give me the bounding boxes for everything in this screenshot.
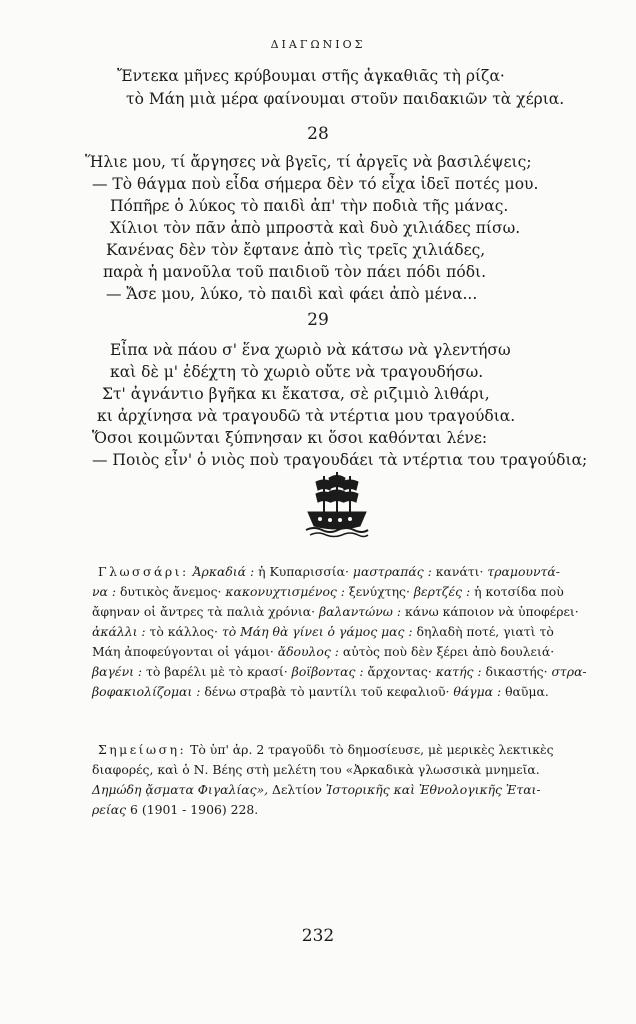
glossary-line (98, 562, 618, 581)
text-run: στρα- (551, 664, 587, 679)
poem-line: κι ἀρχίνησα νὰ τραγουδῶ τὰ ντέρτια μου τραγούδια. (97, 407, 516, 425)
text-run: ἄδουλος : (277, 644, 339, 659)
glossary-line (92, 662, 612, 681)
ship-ornament-icon (304, 468, 370, 538)
poem-line: Ὅσοι κοιμῶνται ξύπνησαν κι ὅσοι καθόνται λένε: (92, 429, 488, 447)
text-run: αὐτὸς ποὺ δὲν ξέρει ἀπὸ δουλειά· (338, 644, 555, 659)
text-run: 6 (1901 - 1906) 228. (126, 802, 259, 817)
glossary-line (92, 642, 612, 661)
section-label: Γλωσσάρι: (98, 564, 189, 579)
text-run: ἀκάλλι : (92, 624, 146, 639)
poem-line: καὶ δὲ μ' ἐδέχτη τὸ χωριὸ οὔτε νὰ τραγουδήσω. (110, 363, 484, 381)
text-run: Ἀρκαδιά : (192, 564, 255, 579)
text-run: βαλαντώνω : (319, 604, 402, 619)
text-run: τὸ Μάη θὰ γίνει ὁ γάμος μας : (221, 624, 413, 639)
glossary-line (92, 602, 612, 621)
running-header: ΔΙΑΓΩΝΙΟΣ (270, 38, 366, 51)
poem-line: Κανένας δὲν τὸν ἔφτανε ἀπὸ τὶς τρεῖς χιλιάδες, (106, 241, 486, 259)
note-line (98, 740, 618, 759)
text-run: ἄφηναν οἱ ἄντρες τὰ παλιὰ χρόνια· (92, 604, 320, 619)
note-line (92, 760, 612, 779)
text-run: θάγμα : (453, 684, 502, 699)
poem-line: παρὰ ἡ μανοῦλα τοῦ παιδιοῦ τὸν πάει πόδι πόδι. (103, 263, 487, 281)
text-run: βοϊβοντας : (291, 664, 364, 679)
poem-number: 29 (307, 310, 329, 330)
text-run: Δελτίον (268, 782, 326, 797)
text-run: βαγένι : (92, 664, 143, 679)
text-run: ξενύχτης· (344, 584, 414, 599)
text-run: δένω στραβὰ τὸ μαντίλι τοῦ κεφαλιοῦ· (200, 684, 454, 699)
text-run: τὸ βαρέλι μὲ τὸ κρασί· (142, 664, 292, 679)
intro-line: τὸ Μάη μιὰ μέρα φαίνουμαι στοῦν παιδακιῶν τὰ χέρια. (126, 90, 565, 108)
note-line (92, 780, 612, 799)
text-run: Τὸ ὑπ' ἀρ. 2 τραγοῦδι τὸ δημοσίευσε, μὲ μερικὲς λεκτικὲς (186, 742, 554, 757)
text-run: ἡ Κυπαρισσία· (254, 564, 353, 579)
text-run: κανάτι· (431, 564, 488, 579)
note-line (92, 800, 612, 819)
poem-number: 28 (307, 124, 329, 144)
glossary-line (92, 582, 612, 601)
text-run: ἡ κοτσίδα ποὺ (470, 584, 564, 599)
text-run: τραμουντά- (487, 564, 560, 579)
text-run: δηλαδὴ ποτέ, γιατὶ τὸ (412, 624, 554, 639)
section-label: Σημείωση: (98, 742, 187, 757)
glossary-line (92, 682, 612, 701)
poem-line: — Ἄσε μου, λύκο, τὸ παιδὶ καὶ φάει ἀπὸ μένα... (106, 285, 478, 303)
text-run: θαῦμα. (501, 684, 549, 699)
poem-line: — Τὸ θάγμα ποὺ εἶδα σήμερα δὲν τό εἶχα ἰδεῖ ποτές μου. (92, 175, 539, 193)
page-number: 232 (301, 926, 335, 946)
text-run: Ἱστορικῆς καὶ Ἐθνολογικῆς Ἑται- (325, 782, 541, 797)
text-run: ἄρχοντας· (363, 664, 436, 679)
poem-line: Στ' ἀγνάντιο βγῆκα κι ἔκατσα, σὲ ριζιμιὸ λιθάρι, (102, 385, 490, 403)
poem-line: Εἶπα νὰ πάου σ' ἕνα χωριὸ νὰ κάτσω νὰ γλεντήσω (110, 341, 511, 359)
text-run: δυτικὸς ἄνεμος· (116, 584, 226, 599)
text-run: ρείας (92, 802, 127, 817)
text-run: δικαστής· (481, 664, 552, 679)
text-run: κάνω κάποιον νὰ ὑποφέρει· (401, 604, 579, 619)
poem-line: Πόπῆρε ὁ λύκος τὸ παιδὶ ἀπ' τὴν ποδιὰ τῆς μάνας. (110, 197, 509, 215)
text-run: κατής : (435, 664, 482, 679)
poem-line: Ἥλιε μου, τί ἄργησες νὰ βγεῖς, τί ἀργεῖς νὰ βασιλέψεις; (85, 153, 532, 171)
text-run: τὸ κάλλος· (145, 624, 222, 639)
glossary-line (92, 622, 612, 641)
text-run: Μάη ἀποφεύγονται οἱ γάμοι· (92, 644, 278, 659)
poem-line: Χίλιοι τὸν πᾶν ἀπὸ μπροστὰ καὶ δυὸ χιλιάδες πίσω. (110, 219, 521, 237)
poem-line: — Ποιὸς εἶν' ὁ νιὸς ποὺ τραγουδάει τὰ ντέρτια του τραγούδια; (92, 451, 588, 469)
text-run: να : (92, 584, 117, 599)
text-run: διαφορές, καὶ ὁ Ν. Βέης στὴ μελέτη του «Ἀρκαδικὰ γλωσσικὰ μνημεῖα. (92, 762, 540, 777)
text-run: βοφακιολίζομαι : (92, 684, 201, 699)
text-run: κακονυχτισμένος : (225, 584, 345, 599)
text-run: μαστραπάς : (352, 564, 432, 579)
text-run: Δημώδη ᾄσματα Φιγαλίας», (92, 782, 269, 797)
text-run: βερτζές : (413, 584, 471, 599)
intro-line: Ἔντεκα μῆνες κρύβουμαι στῆς ἀγκαθιᾶς τὴ ρίζα· (117, 67, 505, 85)
